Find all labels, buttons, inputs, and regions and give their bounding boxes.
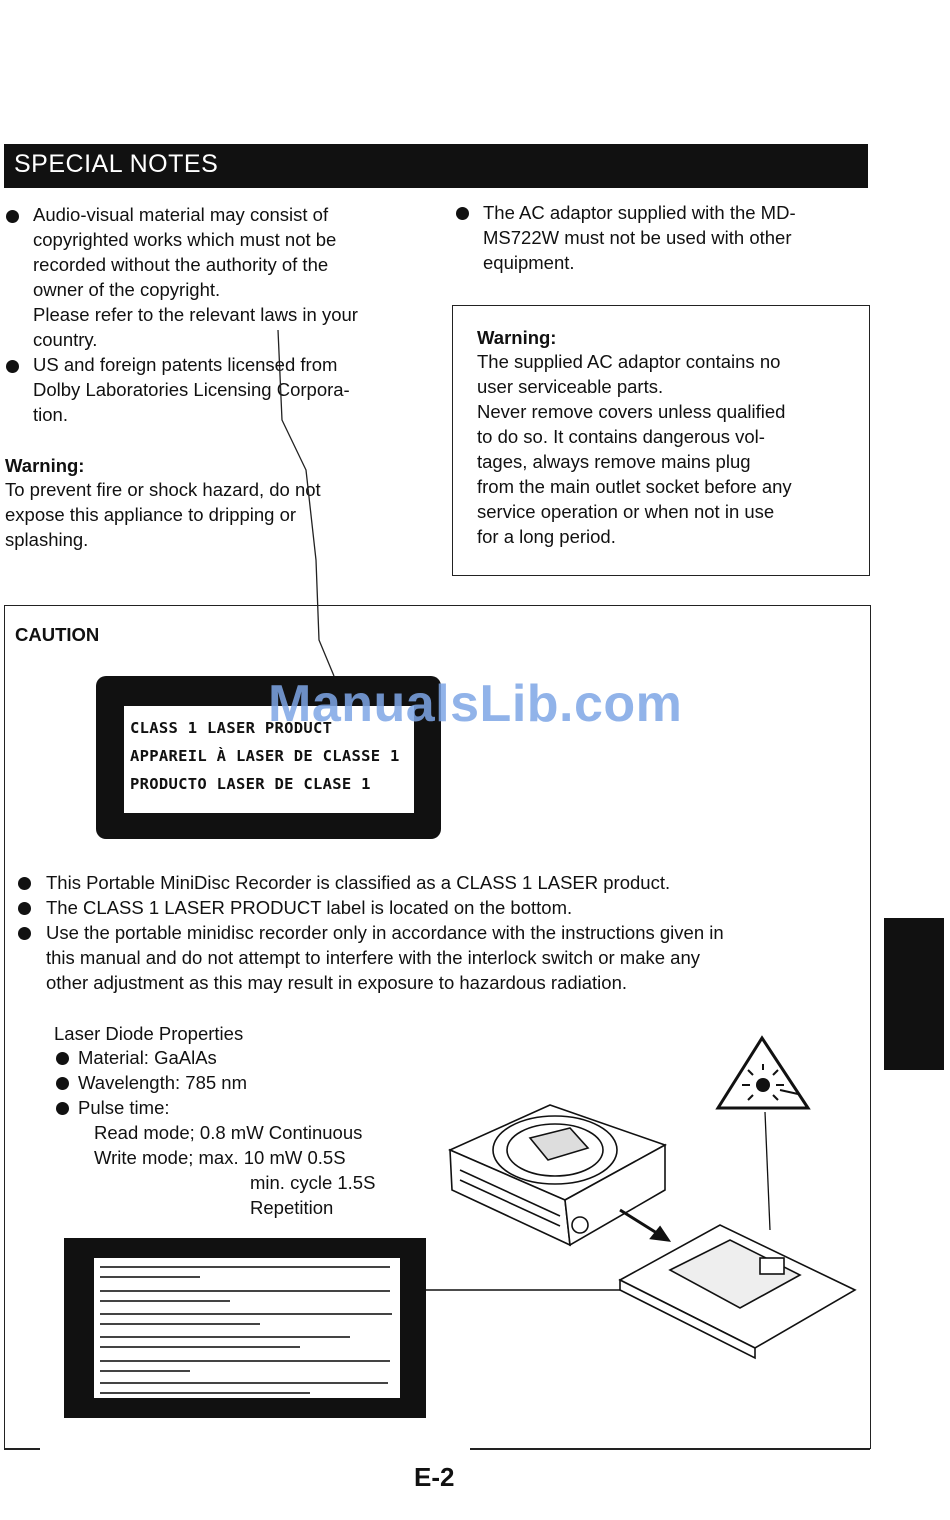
fine-print-line bbox=[100, 1300, 230, 1302]
usage-warning bbox=[46, 920, 858, 995]
text-line: other adjustment as this may result in exposure to hazardous radiation. bbox=[46, 972, 628, 993]
bullet-dot bbox=[18, 877, 31, 890]
material: Material: GaAlAs bbox=[78, 1047, 217, 1068]
label-line-en: CLASS 1 LASER PRODUCT bbox=[130, 719, 333, 737]
fine-print-line bbox=[100, 1392, 310, 1394]
laser-hazard-icon bbox=[718, 1038, 808, 1108]
fine-print-line bbox=[100, 1323, 260, 1325]
fine-print-line bbox=[100, 1336, 350, 1338]
text-line: from the main outlet socket before any bbox=[477, 476, 792, 497]
text-line: splashing. bbox=[5, 529, 89, 550]
class1-note: This Portable MiniDisc Recorder is classified as a CLASS 1 LASER product. bbox=[46, 872, 671, 893]
text-line: tion. bbox=[33, 404, 68, 425]
minidisc-recorder-illustration bbox=[420, 1030, 865, 1360]
left-warning-title: Warning: bbox=[5, 455, 85, 476]
text-line: equipment. bbox=[483, 252, 575, 273]
fine-print-line bbox=[100, 1290, 390, 1292]
recorder-underside bbox=[620, 1225, 855, 1358]
page-number: E-2 bbox=[414, 1462, 455, 1492]
label-line-es: PRODUCTO LASER DE CLASE 1 bbox=[130, 775, 371, 793]
wavelength: Wavelength: 785 nm bbox=[78, 1072, 247, 1093]
bottom-label-inner bbox=[94, 1258, 400, 1398]
right-warning-title: Warning: bbox=[477, 327, 557, 348]
text-line: recorded without the authority of the bbox=[33, 254, 329, 275]
text-line: expose this appliance to dripping or bbox=[5, 504, 297, 525]
section-tab bbox=[884, 918, 944, 1070]
text-line: service operation or when not in use bbox=[477, 501, 775, 522]
text-line: user serviceable parts. bbox=[477, 376, 664, 397]
repetition: Repetition bbox=[250, 1197, 334, 1218]
text-line: tages, always remove mains plug bbox=[477, 451, 751, 472]
min-cycle: min. cycle 1.5S bbox=[250, 1172, 376, 1193]
bullet-dot bbox=[56, 1102, 69, 1115]
fine-print-line bbox=[100, 1346, 300, 1348]
text-line: Never remove covers unless qualified bbox=[477, 401, 786, 422]
label-location-note: The CLASS 1 LASER PRODUCT label is located on the bottom. bbox=[46, 897, 573, 918]
text-line: this manual and do not attempt to interfere with the interlock switch or make any bbox=[46, 947, 700, 968]
caution-title: CAUTION bbox=[15, 624, 100, 645]
recorder-body bbox=[450, 1105, 665, 1245]
bullet-dot bbox=[18, 902, 31, 915]
fine-print-line bbox=[100, 1276, 200, 1278]
text-line: Please refer to the relevant laws in your bbox=[33, 304, 358, 325]
section-title: SPECIAL NOTES bbox=[14, 150, 219, 178]
bullet-dot bbox=[18, 927, 31, 940]
read-mode: Read mode; 0.8 mW Continuous bbox=[94, 1122, 363, 1143]
text-line: owner of the copyright. bbox=[33, 279, 221, 300]
fine-print-line bbox=[100, 1382, 388, 1384]
fine-print-line bbox=[100, 1313, 392, 1315]
text-line: To prevent fire or shock hazard, do not bbox=[5, 479, 321, 500]
text-line: copyrighted works which must not be bbox=[33, 229, 337, 250]
text-line: US and foreign patents licensed from bbox=[33, 354, 338, 375]
text-line: for a long period. bbox=[477, 526, 616, 547]
fine-print-line bbox=[100, 1360, 390, 1362]
text-line: Dolby Laboratories Licensing Corpora- bbox=[33, 379, 350, 400]
pulse-title: Pulse time: bbox=[78, 1097, 170, 1118]
text-line: The supplied AC adaptor contains no bbox=[477, 351, 781, 372]
watermark: ManualsLib.com bbox=[268, 675, 683, 733]
label-line-fr: APPAREIL À LASER DE CLASSE 1 bbox=[130, 747, 400, 765]
fine-print-line bbox=[100, 1370, 190, 1372]
write-mode: Write mode; max. 10 mW 0.5S bbox=[94, 1147, 346, 1168]
text-line: to do so. It contains dangerous vol- bbox=[477, 426, 765, 447]
text-line: MS722W must not be used with other bbox=[483, 227, 792, 248]
text-line: Audio-visual material may consist of bbox=[33, 204, 329, 225]
text-line: country. bbox=[33, 329, 98, 350]
text-line: The AC adaptor supplied with the MD- bbox=[483, 202, 796, 223]
text-line: Use the portable minidisc recorder only in accordance with the instructions given in bbox=[46, 922, 724, 943]
fine-print-line bbox=[100, 1266, 390, 1268]
bullet-dot bbox=[56, 1077, 69, 1090]
properties-title: Laser Diode Properties bbox=[54, 1023, 244, 1044]
arrow-icon bbox=[620, 1210, 668, 1240]
bullet-dot bbox=[56, 1052, 69, 1065]
